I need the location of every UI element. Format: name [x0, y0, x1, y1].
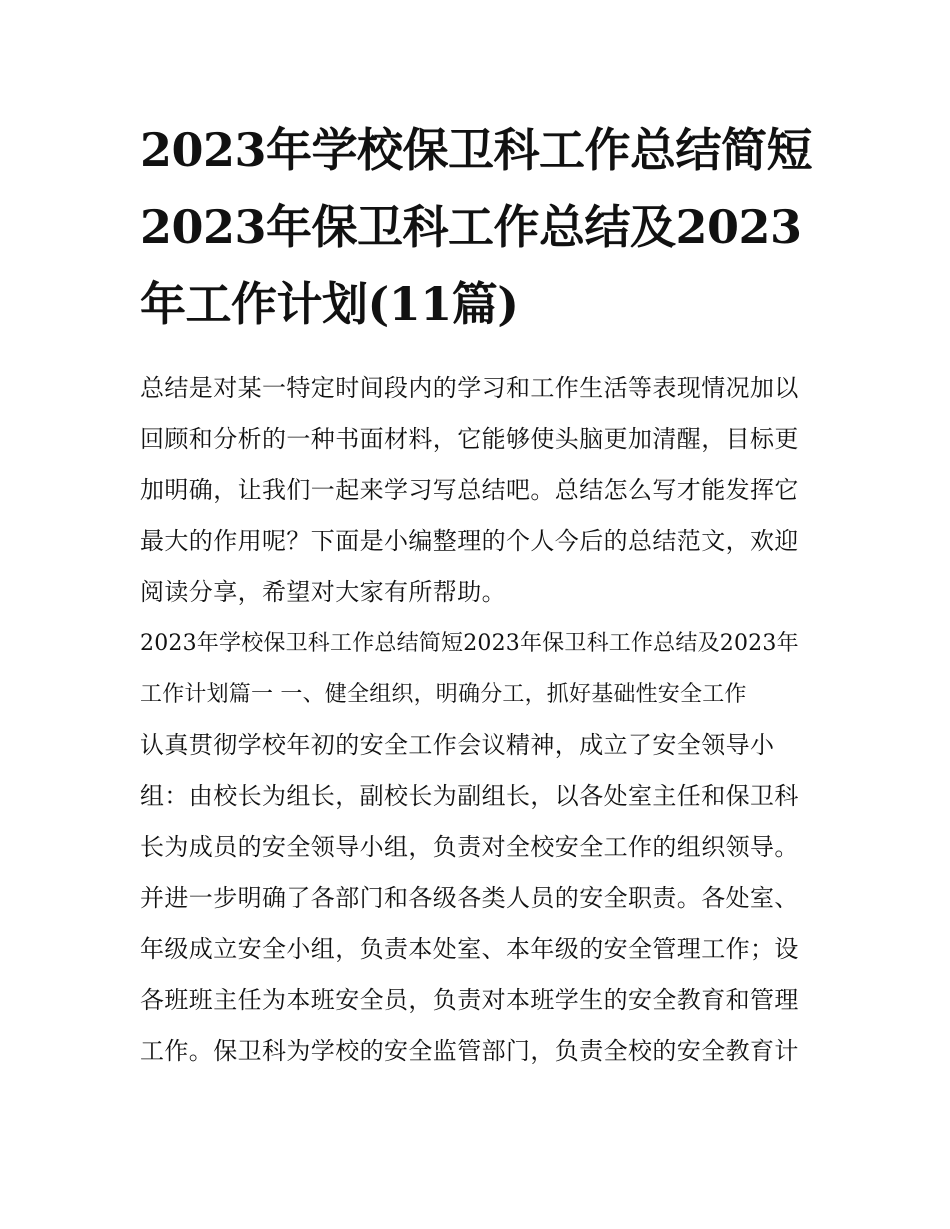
- section-heading: 2023年学校保卫科工作总结简短2023年保卫科工作总结及2023年工作计划篇一 一、健全组织，明确分工，抓好基础性安全工作: [140, 631, 799, 707]
- intro-paragraph: 总结是对某一特定时间段内的学习和工作生活等表现情况加以回顾和分析的一种书面材料，它能够使头脑更加清醒，目标更加明确，让我们一起来学习写总结吧。总结怎么写才能发挥它最大的作用呢？下面是小编整理的个人今后的总结范文，欢迎阅读分享，希望对大家有所帮助。: [140, 374, 799, 606]
- document-title: 2023年学校保卫科工作总结简短2023年保卫科工作总结及2023年工作计划(11篇): [140, 123, 813, 331]
- document-page: [140, 112, 820, 1077]
- body-paragraph: 认真贯彻学校年初的安全工作会议精神，成立了安全领导小组：由校长为组长，副校长为副组长，以各处室主任和保卫科长为成员的安全领导小组，负责对全校安全工作的组织领导。并进一步明确了各部门和各级各类人员的安全职责。各处室、年级成立安全小组，负责本处室、本年级的安全管理工作；设各班班主任为本班安全员，负责对本班学生的安全教育和管理工作。保卫科为学校的安全监管部门，负责全校的安全教育计: [140, 731, 799, 1065]
